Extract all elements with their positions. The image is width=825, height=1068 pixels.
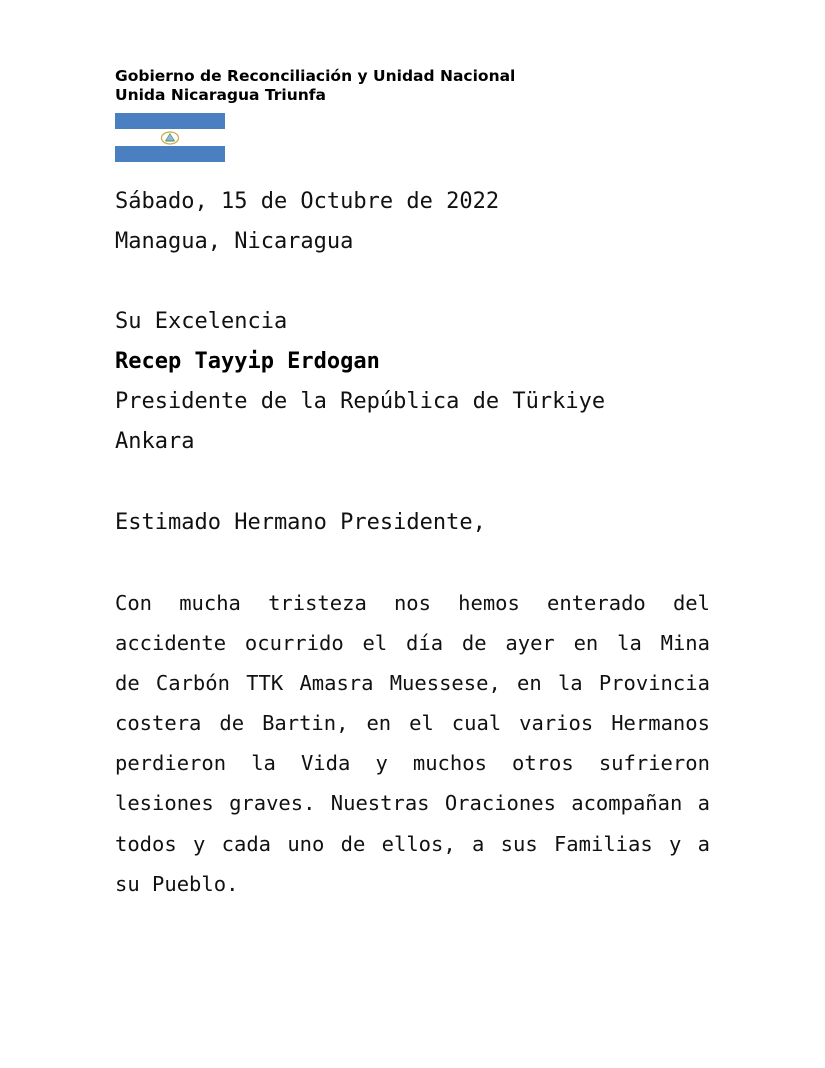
body-word: Pueblo. xyxy=(152,871,239,896)
greeting-block xyxy=(115,503,710,543)
body-word: de xyxy=(219,711,245,736)
body-word: muchos xyxy=(412,751,487,776)
body-word: Oraciones xyxy=(444,791,556,816)
body-word: ellos, xyxy=(381,831,456,856)
body-word: del xyxy=(672,591,710,615)
body-word: todos xyxy=(115,831,177,856)
body-line xyxy=(115,623,710,663)
letter-greeting: Estimado Hermano Presidente, xyxy=(115,510,486,535)
body-word: ayer xyxy=(505,631,555,656)
date-place-block xyxy=(115,182,710,262)
body-word: acompañan xyxy=(571,791,683,816)
body-word: ocurrido xyxy=(244,631,344,656)
body-paragraph xyxy=(115,583,710,904)
body-word: Vida xyxy=(300,751,351,776)
body-word: Nuestras xyxy=(330,791,430,816)
body-word: Provincia xyxy=(598,671,710,696)
body-word: y xyxy=(193,831,206,856)
flag-band-bottom xyxy=(115,146,225,162)
body-word: varios xyxy=(519,711,594,736)
body-word: de xyxy=(340,831,366,856)
letterhead-slogan: Unida Nicaragua Triunfa xyxy=(115,86,327,104)
body-line xyxy=(115,824,710,864)
body-word: en xyxy=(517,671,542,696)
body-word: su xyxy=(115,871,153,896)
body-word: el xyxy=(409,711,434,736)
body-word: a xyxy=(697,791,710,816)
nicaragua-flag-icon xyxy=(115,113,225,162)
recipient-title: Su Excelencia xyxy=(115,309,288,334)
body-word: la xyxy=(251,751,276,776)
body-word: mucha xyxy=(179,591,241,615)
letterhead-government: Gobierno de Reconciliación y Unidad Nacional xyxy=(115,67,516,85)
body-word: Con xyxy=(115,591,153,615)
flag-band-top xyxy=(115,113,225,129)
body-line xyxy=(115,864,710,904)
body-line xyxy=(115,663,710,703)
body-word: de xyxy=(115,671,140,696)
body-word: la xyxy=(617,631,642,656)
recipient-position: Presidente de la República de Türkiye xyxy=(115,389,606,414)
body-word: a xyxy=(697,831,710,856)
flag-emblem-icon xyxy=(160,131,180,145)
body-word: y xyxy=(669,831,682,856)
recipient-city: Ankara xyxy=(115,429,195,454)
body-word: cual xyxy=(451,711,502,736)
letter-city: Managua, Nicaragua xyxy=(115,229,354,254)
body-line xyxy=(115,703,710,743)
body-line xyxy=(115,783,710,823)
body-word: cada xyxy=(221,831,272,856)
body-word: Carbón xyxy=(155,671,230,696)
body-word: sus xyxy=(500,831,538,856)
recipient-block xyxy=(115,302,710,462)
body-word: uno xyxy=(287,831,325,856)
body-word: hemos xyxy=(458,591,520,615)
body-word: la xyxy=(557,671,583,696)
body-line xyxy=(115,583,710,623)
body-word: TTK xyxy=(246,671,284,696)
body-word: tristeza xyxy=(268,591,367,615)
body-word: lesiones xyxy=(115,791,214,816)
body-word: Bartin, xyxy=(262,711,349,736)
body-word: de xyxy=(461,631,487,656)
body-word: otros xyxy=(512,751,574,776)
body-word: sufrieron xyxy=(598,751,710,776)
body-word: Amasra xyxy=(299,671,374,696)
body-word: día xyxy=(406,631,444,656)
body-word: Mina xyxy=(660,631,710,656)
body-word: enterado xyxy=(547,591,646,615)
body-word: en xyxy=(573,631,599,656)
body-word: perdieron xyxy=(115,751,227,776)
body-word: y xyxy=(375,751,388,776)
body-word: Muessese, xyxy=(389,671,501,696)
body-word: en xyxy=(366,711,392,736)
recipient-name: Recep Tayyip Erdogan xyxy=(115,349,380,374)
body-word: nos xyxy=(393,591,431,615)
body-word: Familias xyxy=(553,831,653,856)
body-word: a xyxy=(472,831,485,856)
letterhead xyxy=(115,67,515,105)
body-word: graves. xyxy=(229,791,316,816)
body-word: el xyxy=(362,631,388,656)
body-line xyxy=(115,743,710,783)
body-word: accidente xyxy=(115,631,227,656)
body-word: costera xyxy=(115,711,202,736)
letter-date: Sábado, 15 de Octubre de 2022 xyxy=(115,189,500,214)
body-word: Hermanos xyxy=(611,711,710,736)
